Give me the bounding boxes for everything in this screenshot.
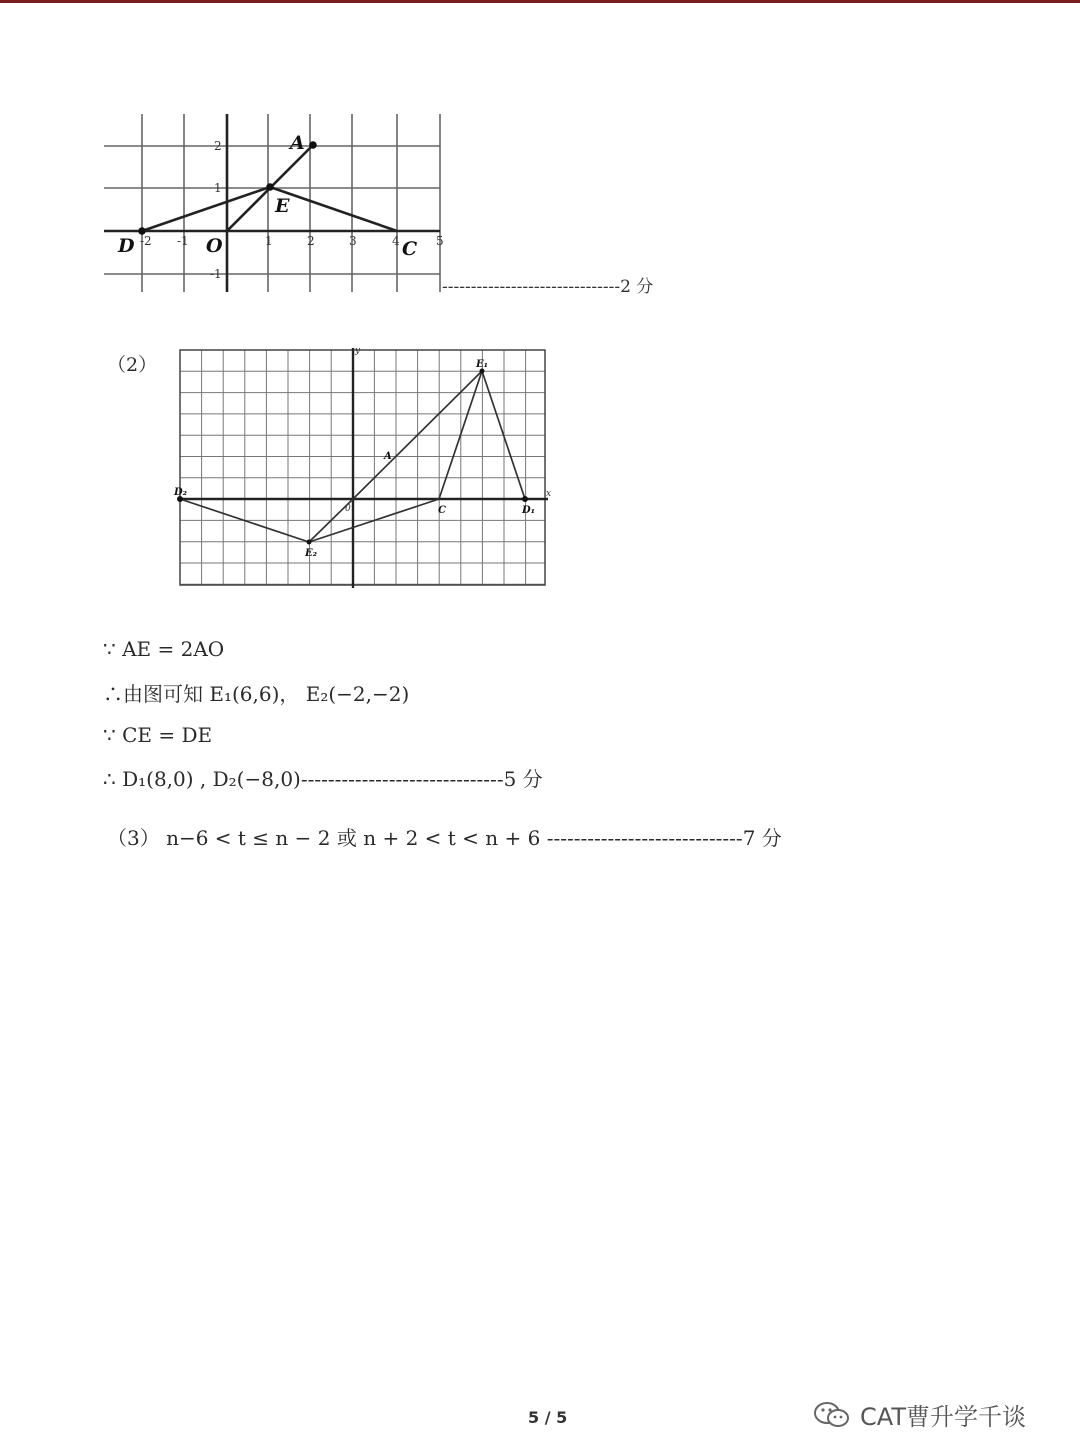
x-tick-neg1: -1: [177, 234, 189, 248]
x-tick-3: 3: [349, 234, 357, 248]
label-E: E: [275, 195, 290, 217]
label-C: C: [438, 505, 446, 516]
page-number: 5 / 5: [528, 1408, 568, 1427]
y-tick-neg1: -1: [210, 267, 222, 281]
point-E: [266, 183, 274, 191]
label-origin: O: [206, 235, 223, 257]
proof-line-3: ∵ CE = DE: [103, 723, 213, 747]
y-tick-2: 2: [214, 139, 222, 153]
x-tick-4: 4: [392, 234, 400, 248]
wechat-icon: [812, 1400, 852, 1430]
axis-x-label: x: [546, 489, 552, 499]
x-tick-1: 1: [265, 234, 273, 248]
watermark-text: CAT曹升学千谈: [860, 1403, 1026, 1431]
x-tick-neg2: -2: [140, 234, 152, 248]
watermark: [812, 1397, 1026, 1432]
x-tick-2: 2: [307, 234, 315, 248]
part-2-label: （2）: [107, 354, 158, 376]
proof-line-1: ∵ AE = 2AO: [103, 637, 225, 661]
axis-y-label: y: [355, 346, 361, 356]
x-tick-5: 5: [436, 234, 444, 248]
figure-2-graph: [172, 345, 554, 593]
label-D: D: [118, 235, 135, 257]
proof-line-2: ∴由图可知 E₁(6,6)， E₂(−2,−2): [103, 682, 410, 706]
point-E2: [307, 540, 312, 545]
label-A: A: [384, 451, 392, 462]
part-3-answer: （3） n−6 < t ≤ n − 2 或 n + 2 < t < n + 6 -----------------------------7 分: [107, 826, 782, 850]
label-C: C: [402, 238, 418, 260]
point-A: [309, 141, 317, 149]
proof-line-4: ∴ D₁(8,0) , D₂(−8,0)------------------------------5 分: [103, 767, 543, 791]
label-E2: E₂: [305, 548, 318, 559]
y-tick-1: 1: [214, 181, 222, 195]
top-border: [0, 0, 1080, 3]
label-D2: D₂: [174, 487, 188, 498]
score-line-1: -------------------------------2 分: [442, 277, 654, 297]
label-D1: D₁: [522, 505, 536, 516]
origin-label: 0: [345, 504, 351, 514]
point-D1: [522, 496, 528, 502]
figure-1-graph: [100, 110, 450, 300]
label-E1: E₁: [476, 359, 489, 370]
label-A: A: [290, 132, 305, 154]
